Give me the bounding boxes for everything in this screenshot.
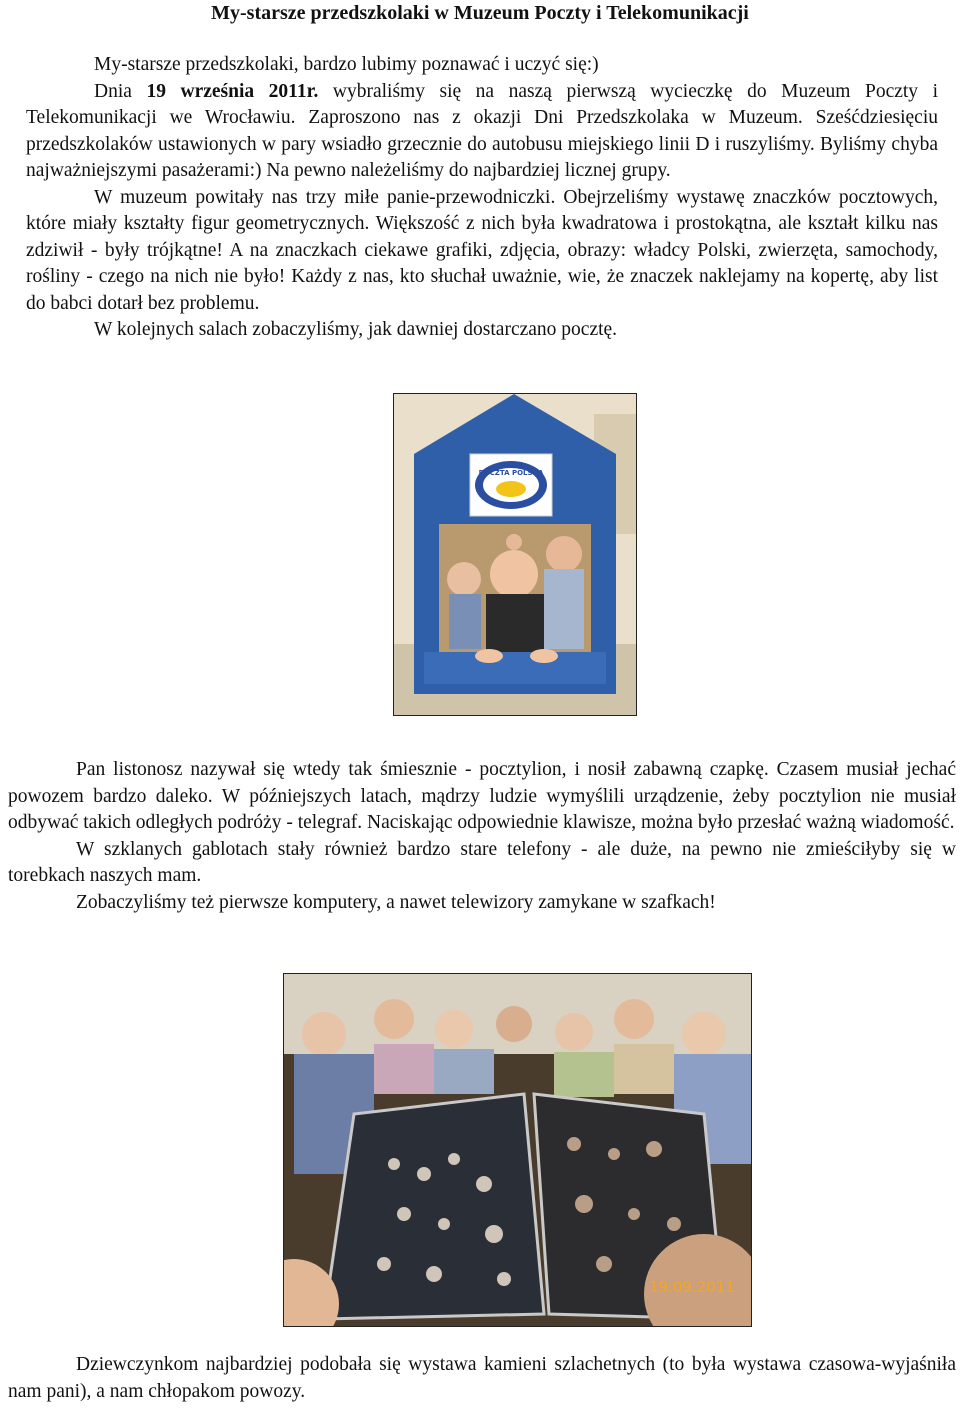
photo-date-stamp: 19.09.2011: [649, 1278, 735, 1296]
postman-paragraph: Pan listonosz nazywał się wtedy tak śmiesznie - pocztylion, i nosił zabawną czapkę. Czasem musiał jechać powozem bardzo daleko. W późniejszych latach, mądrzy ludzie wymyślili urządzenie, żeby pocztylion nie musiał odbywać takich odległych podróży - telegraf. Naciskając odpowiednie klawisze, można było przesłać ważną wiadomość.: [8, 759, 956, 833]
stamps-paragraph: W muzeum powitały nas trzy miłe panie-przewodniczki. Obejrzeliśmy wystawę znaczków pocztowych, które miały kształty figur geometrycznych. Większość z nich była kwadratowa i prostokątna, ale kształt kilku nas zdziwił - były trójkątne! A na znaczkach ciekawe grafiki, zdjęcia, obrazy: władcy Polski, zwierzęta, samochody, rośliny - czego na nich nie było! Każdy z nas, kto słuchał uważnie, wie, że znaczek naklejamy na kopertę, aby list do babci dotarł bez problemu.: [26, 186, 938, 314]
trip-description: wybraliśmy się na naszą pierwszą wycieczkę do Muzeum Poczty i Telekomunikacji we Wrocławiu. Zaproszono nas z okazji Dni Przedszkolaka w Muzeum. Sześćdziesięciu przedszkolaków ustawionych w pary wsiadło grzecznie do autobusu miejskiego linii D i ruszyliśmy. Byliśmy chyba najważniejszymi pasażerami:) Na pewno należeliśmy do najbardziej licznej grupy.: [26, 80, 939, 181]
gems-paragraph: Dziewczynkom najbardziej podobała się wystawa kamieni szlachetnych (to była wystawa czasowa-wyjaśniła nam pani), a nam chłopakom powozy.: [8, 1354, 956, 1402]
trip-date: 19 września 2011r.: [146, 80, 319, 102]
rooms-paragraph: W kolejnych salach zobaczyliśmy, jak dawniej dostarczano pocztę.: [94, 319, 618, 340]
computers-paragraph: Zobaczyliśmy też pierwsze komputery, a nawet telewizory zamykane w szafkach!: [76, 891, 716, 913]
intro-section: [26, 52, 938, 344]
gems-section: [8, 1352, 956, 1405]
telephones-paragraph: W szklanych gablotach stały również bardzo stare telefony - ale duże, na pewno nie zmieściłyby się w torebkach naszych mam.: [8, 838, 956, 886]
postman-section: [8, 757, 956, 916]
trip-paragraph: [26, 79, 938, 185]
intro-paragraph: My-starsze przedszkolaki, bardzo lubimy poznawać i uczyć się:): [94, 54, 599, 75]
post-sign-text: POCZTA POLSKA: [478, 469, 544, 477]
page-title: My-starsze przedszkolaki w Muzeum Poczty i Telekomunikacji: [211, 2, 749, 24]
trip-date-prefix: Dnia: [94, 80, 147, 102]
photo-children-post-office-cutout: [393, 393, 637, 716]
photo-children-gem-exhibit: [283, 973, 752, 1327]
